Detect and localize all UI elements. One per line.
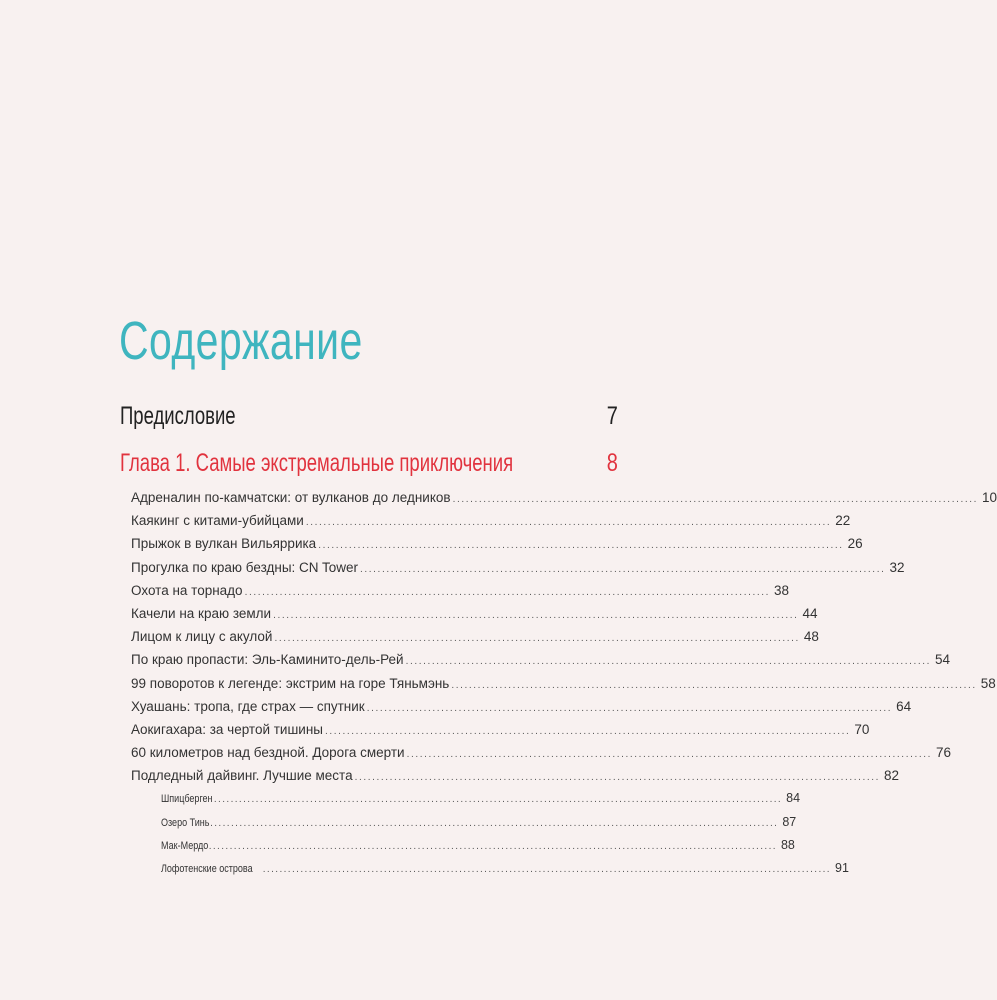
toc-entry[interactable]: [131, 741, 951, 764]
toc-entry[interactable]: [131, 672, 996, 695]
entry-page-number: 38: [773, 582, 789, 598]
preface-page-number: 7: [606, 402, 618, 430]
chapter-page-number: 8: [606, 449, 618, 477]
entry-page-number: 70: [854, 721, 870, 737]
subentry-title: Шпицберген: [161, 793, 213, 806]
subentry-title: Мак-Мердо: [161, 839, 209, 852]
preface-label: Предисловие: [120, 402, 236, 430]
entry-page-number: 10: [981, 490, 997, 505]
toc-entry[interactable]: [131, 556, 905, 579]
entry-title: Лицом к лицу с акулой: [131, 629, 273, 645]
dot-leader: ........................................................................................................................: [406, 749, 932, 761]
toc-entry[interactable]: [131, 602, 818, 625]
toc-entry[interactable]: [131, 648, 951, 671]
entry-title: Прогулка по краю бездны: CN Tower: [131, 559, 359, 575]
entry-page-number: 54: [934, 652, 951, 668]
toc-entry[interactable]: [131, 579, 789, 602]
entry-page-number: 58: [980, 675, 996, 691]
toc-entry[interactable]: [131, 532, 863, 555]
subentry-title: Озеро Тинь: [161, 816, 210, 829]
subentry-page-number: 91: [835, 861, 849, 875]
dot-leader: ........................................................................................................................: [405, 656, 931, 668]
entry-page-number: 44: [802, 605, 818, 621]
dot-leader: ........................................................................................................................................: [213, 794, 783, 806]
dot-leader: ........................................................................................................................: [354, 772, 880, 784]
toc-chapter-1[interactable]: [120, 447, 618, 479]
entry-page-number: 64: [896, 698, 912, 714]
toc-subentry[interactable]: [131, 857, 849, 880]
dot-leader: ........................................................................................................................: [366, 702, 893, 714]
entry-title: 60 километров над бездной. Дорога смерти: [131, 745, 405, 761]
dot-leader: ........................................................................................................................: [452, 494, 978, 505]
subentry-title: Лофотенские острова: [161, 863, 253, 875]
dot-leader: ........................................................................................................................................: [208, 840, 777, 852]
toc-preface[interactable]: [120, 400, 618, 432]
dot-leader: ........................................................................................................................: [274, 633, 800, 645]
toc-entry[interactable]: [131, 486, 997, 509]
dot-leader: ........................................................................................................................................: [210, 817, 779, 829]
subentry-page-number: 87: [782, 814, 797, 829]
entry-page-number: 32: [889, 559, 905, 575]
toc-entries: [131, 486, 997, 880]
entry-title: 99 поворотов к легенде: экстрим на горе Тяньмэнь: [131, 675, 450, 691]
dot-leader: ........................................................................................................................: [244, 586, 770, 598]
entry-title: Качели на краю земли: [131, 605, 272, 621]
dot-leader: ........................................................................................................................................: [262, 864, 831, 875]
entry-page-number: 48: [803, 629, 819, 645]
dot-leader: ........................................................................................................................: [273, 609, 799, 621]
subentry-page-number: 84: [786, 791, 801, 806]
entry-title: Аокигахара: за чертой тишины: [131, 721, 324, 737]
toc-entry[interactable]: [131, 718, 870, 741]
toc-entry[interactable]: [131, 764, 900, 787]
entry-title: Охота на торнадо: [131, 582, 243, 598]
toc-subentry[interactable]: [131, 811, 797, 834]
toc-entry[interactable]: [131, 625, 819, 648]
entry-page-number: 82: [884, 768, 900, 784]
toc-subentry[interactable]: [131, 834, 795, 857]
toc-subentry[interactable]: [131, 787, 801, 810]
entry-page-number: 76: [935, 745, 951, 761]
dot-leader: ........................................................................................................................: [305, 517, 832, 529]
entry-title: Подледный дайвинг. Лучшие места: [131, 768, 353, 784]
entry-title: Прыжок в вулкан Вильяррика: [131, 536, 317, 552]
toc-entry[interactable]: [131, 695, 912, 718]
toc-title: Содержание: [119, 311, 363, 371]
dot-leader: ........................................................................................................................: [360, 563, 886, 575]
dot-leader: ........................................................................................................................: [325, 725, 851, 737]
entry-page-number: 22: [835, 513, 851, 529]
entry-title: Адреналин по-камчатски: от вулканов до ледников: [131, 490, 451, 505]
entry-title: Каякинг с китами-убийцами: [131, 513, 304, 529]
toc-entry[interactable]: [131, 509, 851, 532]
chapter-label: Глава 1. Самые экстремальные приключения: [120, 449, 514, 477]
entry-title: Хуашань: тропа, где страх — спутник: [131, 698, 365, 714]
subentry-page-number: 88: [780, 837, 795, 852]
dot-leader: ........................................................................................................................: [318, 540, 844, 552]
dot-leader: ........................................................................................................................: [451, 679, 977, 691]
entry-title: По краю пропасти: Эль-Каминито-дель-Рей: [131, 652, 404, 668]
entry-page-number: 26: [847, 536, 863, 552]
